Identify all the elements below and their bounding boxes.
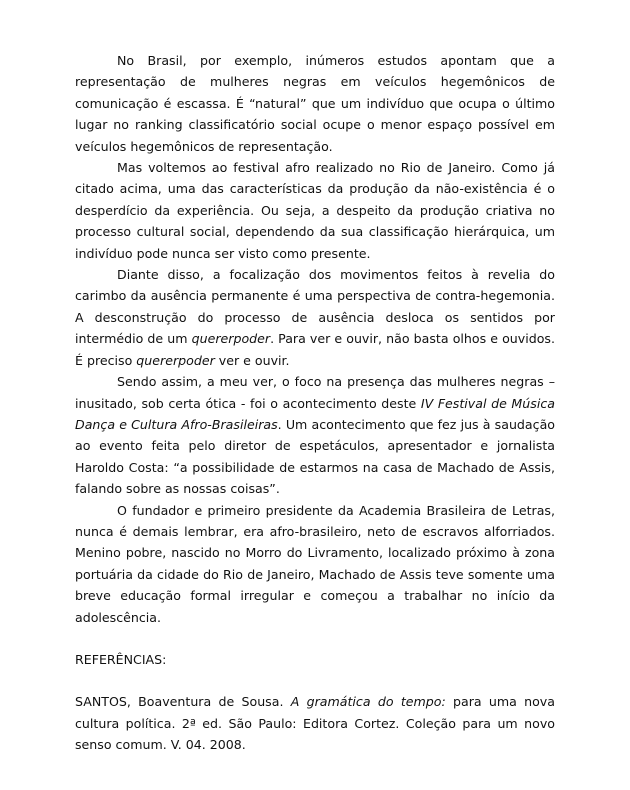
festival-title: IV Festival de Música Dança e Cultura Afro-Brasileiras bbox=[75, 395, 555, 432]
paragraph-4 bbox=[75, 371, 555, 499]
paragraph-3 bbox=[75, 264, 555, 371]
paragraph-text: No Brasil, por exemplo, inúmeros estudos apontam que a representação de mulheres negras em veículos hegemônicos de comunicação é escassa. É “natural” que um indivíduo que ocupa o último lugar no ranking classificatório social ocupe o menor espaço possível em veículos hegemônicos de representação. bbox=[75, 53, 555, 154]
paragraph-text: . Para ver e ouvir, não basta olhos e ouvidos. É preciso bbox=[75, 331, 555, 368]
paragraph-1 bbox=[75, 50, 555, 157]
reference-title: A gramática do tempo: bbox=[290, 694, 446, 710]
paragraph-text: Mas voltemos ao festival afro realizado no Rio de Janeiro. Como já citado acima, uma das características da produção da não-existência é o desperdício da experiência. Ou seja, a despeito da produção criativa no processo cultural social, dependendo da sua classificação hierárquica, um indivíduo pode nunca ser visto como presente. bbox=[75, 160, 555, 261]
paragraph-text: ver e ouvir. bbox=[214, 352, 290, 368]
references-heading: REFERÊNCIAS: bbox=[75, 651, 167, 667]
paragraph-text: O fundador e primeiro presidente da Academia Brasileira de Letras, nunca é demais lembrar, era afro-brasileiro, neto de escravos alforriados. Menino pobre, nascido no Morro do Livramento, localizado próximo à zona portuária da cidade do Rio de Janeiro, Machado de Assis teve somente uma breve educação formal irregular e começou a trabalhar no início da adolescência. bbox=[75, 502, 555, 625]
reference-entry bbox=[75, 691, 555, 755]
paragraph-text: Diante disso, a focalização dos movimentos feitos à revelia do carimbo da ausência permanente é uma perspectiva de contra-hegemonia. A desconstrução do processo de ausência desloca os sentidos por intermédio de um bbox=[75, 267, 555, 347]
italic-term: quererpoder bbox=[136, 352, 215, 368]
reference-details: para uma nova cultura política. 2ª ed. São Paulo: Editora Cortez. Coleção para um novo senso comum. V. 04. 2008. bbox=[75, 694, 555, 753]
paragraph-5 bbox=[75, 500, 555, 628]
italic-term: quererpoder bbox=[191, 331, 271, 347]
paragraph-text: Sendo assim, a meu ver, o foco na presença das mulheres negras – inusitado, sob certa ótica - foi o acontecimento deste bbox=[75, 374, 555, 411]
paragraph-text: . Um acontecimento que fez jus à saudação ao evento feita pelo diretor de espetáculos, apresentador e jornalista Haroldo Costa: “a possibilidade de estarmos na casa de Machado de Assis, falando sobre as nossas coisas”. bbox=[75, 416, 555, 497]
paragraph-2 bbox=[75, 157, 555, 264]
reference-author: SANTOS, Boaventura de Sousa. bbox=[75, 694, 291, 710]
document-page bbox=[75, 50, 555, 756]
